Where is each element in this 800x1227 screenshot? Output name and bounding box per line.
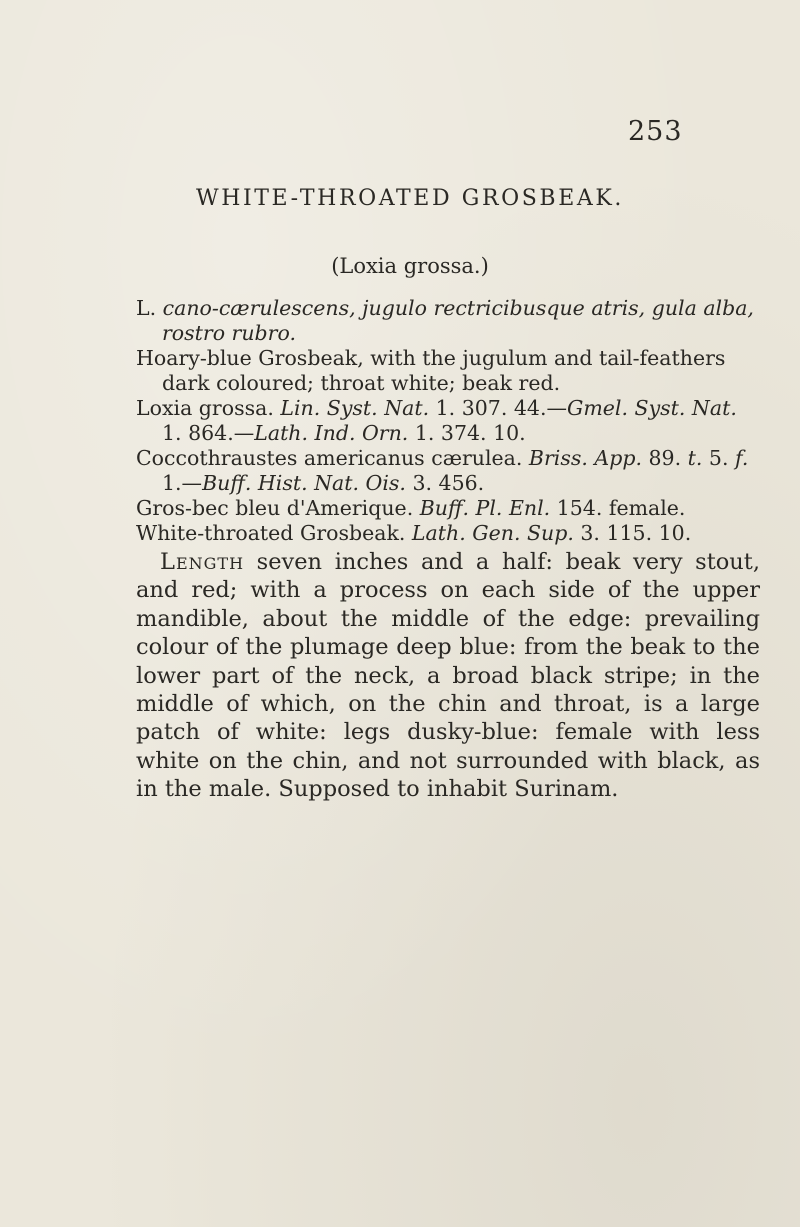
synonymy-text-run: cano-cærulescens, jugulo rectricibusque atris, gula alba, rostro rubro. bbox=[162, 296, 754, 345]
synonymy-text-run: 1. 864.— bbox=[162, 421, 255, 445]
synonymy-text-run: Lin. Syst. Nat. bbox=[280, 396, 430, 420]
synonymy-entry bbox=[136, 521, 756, 546]
synonymy-text-run: Lath. Ind. Orn. bbox=[254, 421, 409, 445]
synonymy-entry bbox=[136, 346, 756, 396]
description-lead: Length bbox=[160, 549, 245, 575]
synonymy-text-run: 1. 374. 10. bbox=[408, 421, 526, 445]
synonymy-text-run: L. bbox=[136, 296, 163, 320]
synonymy-entry bbox=[136, 396, 756, 446]
synonymy-text-run: Gmel. Syst. Nat. bbox=[566, 396, 737, 420]
synonymy-text-run: t. bbox=[687, 446, 703, 470]
synonymy-entry bbox=[136, 496, 756, 521]
synonymy-text-run: Buff. Hist. Nat. Ois. bbox=[202, 471, 406, 495]
description-paragraph bbox=[136, 548, 760, 804]
synonymy-text-run: Hoary-blue Grosbeak, with the jugulum and tail-feathers dark coloured; throat white; beak red. bbox=[136, 346, 726, 395]
description-body: seven inches and a half: beak very stout, and red; with a process on each side of the upper mandible, about the middle of the edge: prevailing colour of the plumage deep blue: from the beak to the lower part of the neck, a broad black stripe; in the middle of which, on the chin and throat, is a large patch of white: legs dusky-blue: female with less white on the chin, and not surrounded with black, as in the male. Supposed to inhabit Surinam. bbox=[136, 549, 760, 803]
synonymy-text-run: 1. 307. 44.— bbox=[429, 396, 567, 420]
synonymy-text-run: Gros-bec bleu d'Amerique. bbox=[136, 496, 420, 520]
synonymy-text-run: 89. bbox=[641, 446, 688, 470]
synonymy-text-run: 154. female. bbox=[550, 496, 686, 520]
page-number: 253 bbox=[628, 116, 683, 147]
synonymy-text-run: Briss. App. bbox=[528, 446, 642, 470]
synonymy-text-run: 3. 456. bbox=[405, 471, 485, 495]
synonymy-entry bbox=[136, 296, 756, 346]
synonymy-text-run: Loxia grossa. bbox=[136, 396, 281, 420]
synonymy-text-run: f. bbox=[734, 446, 749, 470]
synonymy-text-run: Coccothraustes americanus cærulea. bbox=[136, 446, 529, 470]
latin-name: (Loxia grossa.) bbox=[331, 254, 489, 278]
synonymy-text-run: 3. 115. 10. bbox=[573, 521, 692, 545]
synonymy-text-run: Lath. Gen. Sup. bbox=[411, 521, 574, 545]
synonymy-text-run: Buff. Pl. Enl. bbox=[419, 496, 551, 520]
synonymy-entry bbox=[136, 446, 756, 496]
synonymy-block bbox=[136, 296, 756, 546]
synonymy-text-run: 1.— bbox=[162, 471, 203, 495]
page-title: WHITE-THROATED GROSBEAK. bbox=[196, 186, 624, 211]
synonymy-text-run: 5. bbox=[702, 446, 735, 470]
synonymy-text-run: White-throated Grosbeak. bbox=[136, 521, 412, 545]
